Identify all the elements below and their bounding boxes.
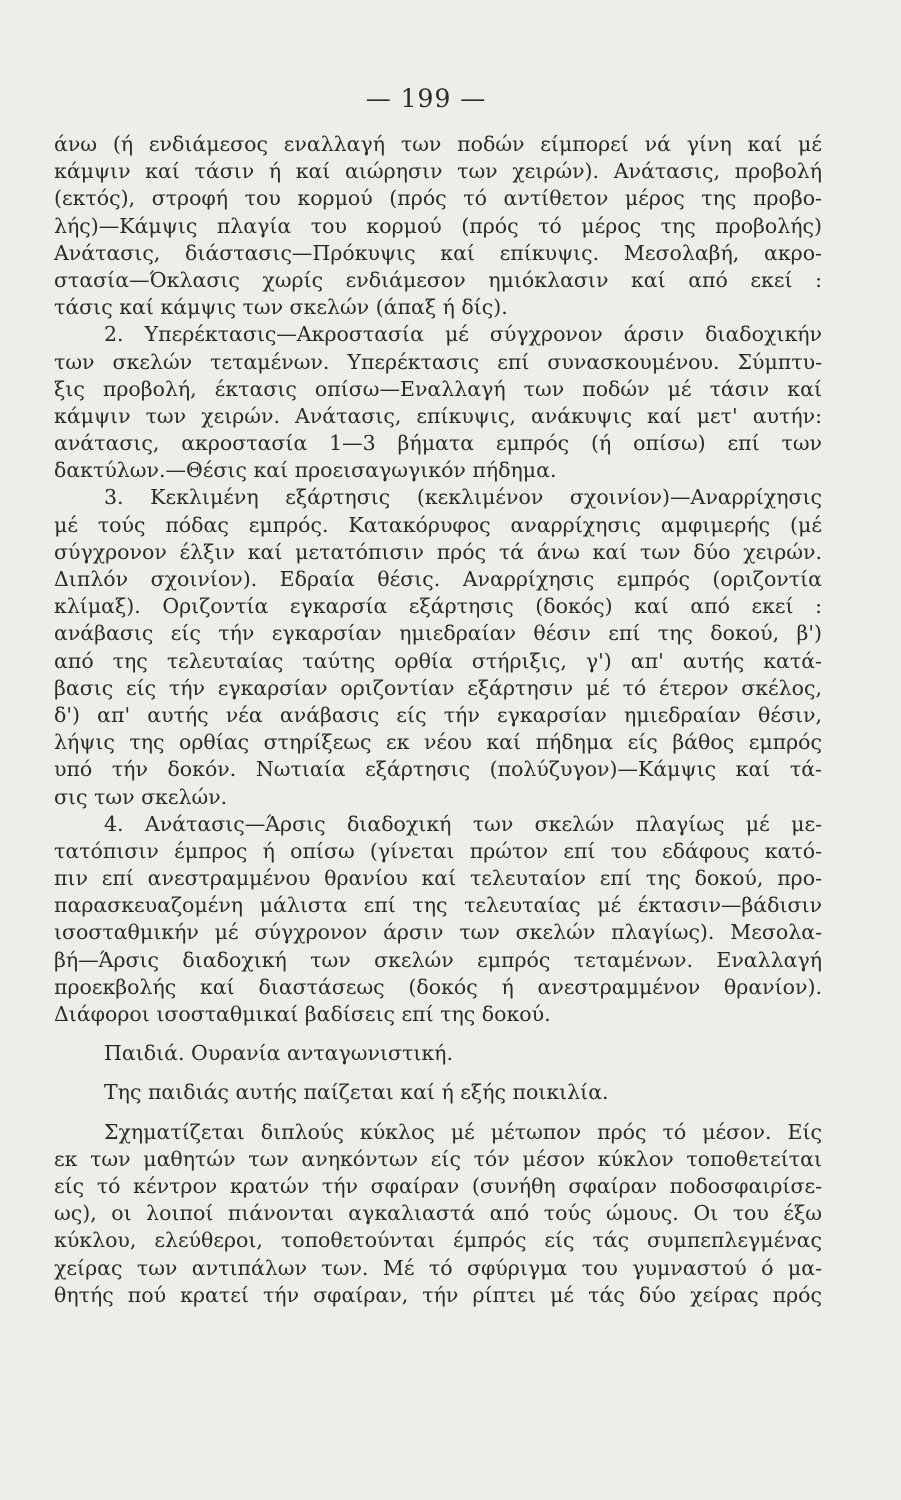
body-text <box>54 131 822 1309</box>
text-line: Της παιδιάς αυτής παίζεται καί ή εξής ποικιλία. <box>104 1080 609 1105</box>
text-line: εκ των μαθητών των ανηκόντων είς τόν μέσον κύκλον τοποθετείται <box>54 1146 822 1171</box>
text-line: είς τό κέντρον κρατών τήν σφαίραν (συνήθη σφαίραν ποδοσφαιρίσε- <box>54 1173 822 1198</box>
text-line: στασία—Όκλασις χωρίς ενδιάμεσον ημιόκλασιν καί από εκεί : <box>54 267 822 292</box>
text-line: πιν επί ανεστραμμένου θρανίου καί τελευταίον επί της δοκού, προ- <box>54 866 822 891</box>
text-line: 4. Ανάτασις—Άρσις διαδοχική των σκελών πλαγίως μέ με- <box>104 811 822 836</box>
text-line: τάσις καί κάμψις των σκελών (άπαξ ή δίς). <box>54 295 508 320</box>
text-line: ξις προβολή, έκτασις οπίσω—Εναλλαγή των ποδών μέ τάσιν καί <box>54 376 822 401</box>
text-line: μέ τούς πόδας εμπρός. Κατακόρυφος αναρρίχησις αμφιμερής (μέ <box>54 512 822 537</box>
text-line: ως), οι λοιποί πιάνονται αγκαλιαστά από τούς ώμους. Οι του έξω <box>54 1201 822 1226</box>
text-line: υπό τήν δοκόν. Νωτιαία εξάρτησις (πολύζυγον)—Κάμψις καί τά- <box>54 757 822 782</box>
text-line: λήψις της ορθίας στηρίξεως εκ νέου καί πήδημα είς βάθος εμπρός <box>54 730 822 755</box>
text-line: των σκελών τεταμένων. Υπερέκτασις επί συνασκουμένου. Σύμπτυ- <box>54 349 822 374</box>
page-number: — 199 — <box>365 84 487 113</box>
text-line: τατόπισιν έμπρος ή οπίσω (γίνεται πρώτον επί του εδάφους κατό- <box>54 838 822 863</box>
text-line: ισοσταθμικήν μέ σύγχρονον άρσιν των σκελών πλαγίως). Μεσολα- <box>54 920 822 945</box>
text-line: 2. Υπερέκτασις—Ακροστασία μέ σύγχρονον άρσιν διαδοχικήν <box>104 322 822 347</box>
text-line: θητής πού κρατεί τήν σφαίραν, τήν ρίπτει μέ τάς δύο χείρας πρός <box>54 1282 822 1307</box>
text-line: 3. Κεκλιμένη εξάρτησις (κεκλιμένον σχοινίον)—Αναρρίχησις <box>104 485 822 510</box>
paragraph-gap <box>54 1067 822 1079</box>
text-line: (εκτός), στροφή του κορμού (πρός τό αντίθετον μέρος της προβο- <box>54 186 822 211</box>
text-line: Ανάτασις, διάστασις—Πρόκυψις καί επίκυψις. Μεσολαβή, ακρο- <box>54 240 822 265</box>
text-line: κύκλου, ελεύθεροι, τοποθετούνται έμπρός είς τάς συμπεπλεγμένας <box>54 1228 822 1253</box>
paragraph-gap <box>54 1107 822 1119</box>
text-line: Σχηματίζεται διπλούς κύκλος μέ μέτωπον πρός τό μέσον. Είς <box>104 1119 822 1144</box>
text-line: κλίμαξ). Οριζοντία εγκαρσία εξάρτησις (δοκός) καί από εκεί : <box>54 594 822 619</box>
paragraph-gap <box>54 1028 822 1040</box>
text-line: ανάτασις, ακροστασία 1—3 βήματα εμπρός (ή οπίσω) επί των <box>54 431 822 456</box>
text-line: Διπλόν σχοινίον). Εδραία θέσις. Αναρρίχησις εμπρός (οριζοντία <box>54 567 822 591</box>
text-line: άνω (ή ενδιάμεσος εναλλαγή των ποδών είμπορεί νά γίνη καί μέ <box>54 132 822 156</box>
text-line: σις των σκελών. <box>54 784 228 809</box>
text-line: παρασκευαζομένη μάλιστα επί της τελευταίας μέ έκτασιν—βάδισιν <box>54 893 822 918</box>
text-line: Παιδιά. Ουρανία ανταγωνιστική. <box>104 1041 453 1066</box>
text-line: λής)—Κάμψις πλαγία του κορμού (πρός τό μέρος της προβολής) <box>54 213 822 238</box>
text-line: χείρας των αντιπάλων των. Μέ τό σφύριγμα του γυμναστού ό μα- <box>54 1255 822 1280</box>
text-line: κάμψιν των χειρών. Ανάτασις, επίκυψις, ανάκυψις καί μετ' αυτήν: <box>54 403 822 428</box>
text-line: βή—Άρσις διαδοχική των σκελών εμπρός τεταμένων. Εναλλαγή <box>54 947 822 972</box>
text-line: ανάβασις είς τήν εγκαρσίαν ημιεδραίαν θέσιν επί της δοκού, β') <box>54 621 822 646</box>
text-line: προεκβολής καί διαστάσεως (δοκός ή ανεστραμμένον θρανίον). <box>54 974 822 999</box>
text-line: κάμψιν καί τάσιν ή καί αιώρησιν των χειρών). Ανάτασις, προβολή <box>54 159 822 184</box>
text-line: Διάφοροι ισοσταθμικαί βαδίσεις επί της δοκού. <box>54 1002 551 1026</box>
text-line: από της τελευταίας ταύτης ορθία στήριξις, γ') απ' αυτής κατά- <box>54 648 822 673</box>
text-line: βασις είς τήν εγκαρσίαν οριζοντίαν εξάρτησιν μέ τό έτερον σκέλος, <box>54 675 822 700</box>
text-line: σύγχρονον έλξιν καί μετατόπισιν πρός τά άνω καί των δύο χειρών. <box>54 539 822 564</box>
text-line: δακτύλων.—Θέσις καί προεισαγωγικόν πήδημα. <box>54 458 557 483</box>
text-line: δ') απ' αυτής νέα ανάβασις είς τήν εγκαρσίαν ημιεδραίαν θέσιν, <box>54 702 822 727</box>
